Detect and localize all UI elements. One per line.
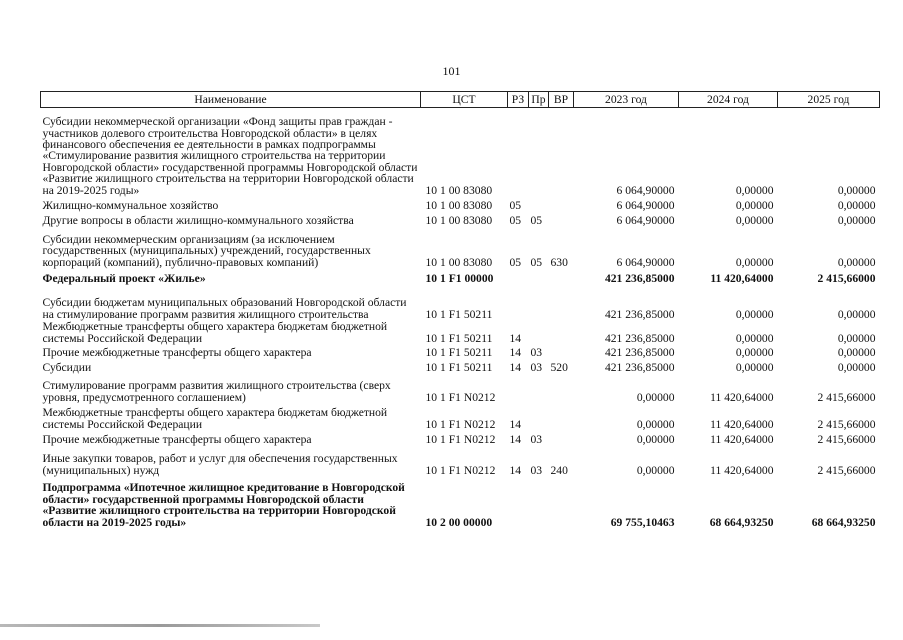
cell-pr xyxy=(529,320,549,344)
cell-rz: 14 xyxy=(509,345,522,359)
cell-pr xyxy=(529,373,549,403)
cell-2025: 2 415,66000 xyxy=(817,417,876,431)
cell-cst: 10 1 F1 00000 xyxy=(425,271,494,285)
cell-vr xyxy=(549,344,574,358)
cell-cst: 10 1 F1 N0212 xyxy=(425,432,496,446)
cell-name: Прочие межбюджетные трансферты общего характера xyxy=(42,345,312,359)
cell-2025: 0,00000 xyxy=(837,183,876,197)
cell-name: Прочие межбюджетные трансферты общего характера xyxy=(42,432,312,446)
cell-name: Субсидии некоммерческой организации «Фонд защиты прав граждан - участников долевого строительства Новгородской области» в целях финансового обеспечения ее деятельности в рамках подпрограммы «Стимулирование развития жилищного строительства на территории Новгородской области» государственной программы Новгородской области «Развитие жилищного строительства на территории Новгородской области на 2019-2025 годы» xyxy=(42,115,418,197)
cell-rz: 14 xyxy=(509,432,522,446)
cell-rz: 05 xyxy=(509,255,522,269)
cell-pr xyxy=(529,268,549,284)
cell-rz: 14 xyxy=(509,417,522,431)
cell-2023: 421 236,85000 xyxy=(604,331,675,345)
header-rz: РЗ xyxy=(508,92,529,108)
table-header xyxy=(41,92,880,108)
cell-rz xyxy=(508,373,529,403)
cell-pr xyxy=(529,196,549,211)
cell-name: Межбюджетные трансферты общего характера бюджетам бюджетной системы Российской Федерации xyxy=(42,320,388,345)
cell-2025: 0,00000 xyxy=(837,331,876,345)
header-pr: Пр xyxy=(529,92,549,108)
cell-cst: 10 1 F1 50211 xyxy=(425,331,493,345)
cell-2024: 11 420,64000 xyxy=(710,463,774,477)
cell-name: Субсидии xyxy=(42,360,92,374)
cell-2024: 68 664,93250 xyxy=(709,515,774,529)
cell-2024: 0,00000 xyxy=(735,213,774,227)
cell-cst: 10 1 F1 50211 xyxy=(425,345,493,359)
cell-vr xyxy=(549,476,574,528)
cell-pr: 03 xyxy=(530,463,543,477)
cell-vr xyxy=(549,320,574,344)
cell-2025: 2 415,66000 xyxy=(817,271,876,285)
cell-pr xyxy=(529,284,549,320)
table-row xyxy=(41,108,880,197)
cell-2023: 69 755,10463 xyxy=(610,515,675,529)
cell-2023: 421 236,85000 xyxy=(604,307,675,321)
cell-2025: 0,00000 xyxy=(837,255,876,269)
cell-pr: 03 xyxy=(530,360,543,374)
cell-name: Стимулирование программ развития жилищного строительства (сверх уровня, предусмотренного соглашением) xyxy=(42,379,391,404)
cell-cst: 10 2 00 00000 xyxy=(425,515,493,529)
cell-vr xyxy=(549,430,574,445)
table-row xyxy=(41,211,880,226)
cell-rz xyxy=(508,476,529,528)
cell-2025: 2 415,66000 xyxy=(817,390,876,404)
cell-2025: 0,00000 xyxy=(837,198,876,212)
cell-cst: 10 1 F1 N0212 xyxy=(425,417,496,431)
cell-2023: 0,00000 xyxy=(636,432,675,446)
header-2024: 2024 год xyxy=(679,92,778,108)
page-number: 101 xyxy=(442,64,461,78)
cell-rz: 14 xyxy=(509,360,522,374)
cell-name: Межбюджетные трансферты общего характера бюджетам бюджетной системы Российской Федерации xyxy=(42,406,388,431)
cell-vr xyxy=(549,196,574,211)
cell-name: Федеральный проект «Жилье» xyxy=(42,271,206,285)
cell-2024: 11 420,64000 xyxy=(710,417,774,431)
cell-2024: 0,00000 xyxy=(735,331,774,345)
cell-2025: 2 415,66000 xyxy=(817,432,876,446)
cell-pr xyxy=(529,108,549,197)
table-row xyxy=(41,373,880,403)
cell-2023: 421 236,85000 xyxy=(604,345,675,359)
cell-name: Субсидии некоммерческим организациям (за исключением государственных (муниципальных) учреждений, государственных корпораций (компаний), публично-правовых компаний) xyxy=(42,232,371,269)
cell-vr xyxy=(549,373,574,403)
cell-rz: 05 xyxy=(509,198,522,212)
cell-vr: 520 xyxy=(550,360,568,374)
cell-rz: 14 xyxy=(509,463,522,477)
cell-pr: 03 xyxy=(530,345,543,359)
cell-name: Другие вопросы в области жилищно-коммунального хозяйства xyxy=(42,213,354,227)
cell-2025: 0,00000 xyxy=(837,360,876,374)
cell-vr xyxy=(549,284,574,320)
cell-2024: 11 420,64000 xyxy=(710,390,774,404)
table-row-bold xyxy=(41,268,880,284)
cell-2023: 0,00000 xyxy=(636,390,675,404)
table-row xyxy=(41,320,880,344)
cell-2023: 421 236,85000 xyxy=(604,360,675,374)
cell-pr xyxy=(529,403,549,430)
table-row xyxy=(41,403,880,430)
table-row xyxy=(41,226,880,268)
cell-cst: 10 1 F1 50211 xyxy=(425,360,493,374)
cell-cst: 10 1 00 83080 xyxy=(425,198,493,212)
cell-rz: 14 xyxy=(509,331,522,345)
cell-cst: 10 1 F1 N0212 xyxy=(425,390,496,404)
cell-vr xyxy=(549,268,574,284)
cell-cst: 10 1 00 83080 xyxy=(425,255,493,269)
header-name: Наименование xyxy=(41,92,421,108)
header-vr: ВР xyxy=(549,92,574,108)
cell-pr: 05 xyxy=(530,213,543,227)
header-2023: 2023 год xyxy=(574,92,679,108)
table-row xyxy=(41,344,880,358)
cell-rz xyxy=(508,268,529,284)
cell-name: Иные закупки товаров, работ и услуг для обеспечения государственных (муниципальных) нужд xyxy=(42,452,398,477)
cell-2025: 0,00000 xyxy=(837,307,876,321)
cell-2025: 0,00000 xyxy=(837,213,876,227)
cell-name: Субсидии бюджетам муниципальных образований Новгородской области на стимулирование программ развития жилищного строительства xyxy=(42,296,407,321)
cell-2025: 2 415,66000 xyxy=(817,463,876,477)
table-row xyxy=(41,430,880,445)
cell-2024: 0,00000 xyxy=(735,198,774,212)
scan-edge-line xyxy=(0,624,320,627)
cell-2023: 421 236,85000 xyxy=(604,271,675,285)
cell-pr: 05 xyxy=(530,255,543,269)
table-row xyxy=(41,445,880,476)
cell-2023: 6 064,90000 xyxy=(616,213,675,227)
cell-2024: 0,00000 xyxy=(735,307,774,321)
cell-vr: 630 xyxy=(550,255,568,269)
cell-cst: 10 1 00 83080 xyxy=(425,183,493,197)
cell-rz: 05 xyxy=(509,213,522,227)
cell-2025: 0,00000 xyxy=(837,345,876,359)
cell-vr: 240 xyxy=(550,463,568,477)
table-row xyxy=(41,358,880,373)
cell-cst: 10 1 00 83080 xyxy=(425,213,493,227)
header-2025: 2025 год xyxy=(778,92,880,108)
cell-name: Жилищно-коммунальное хозяйство xyxy=(42,198,219,212)
cell-pr xyxy=(529,476,549,528)
cell-2025: 68 664,93250 xyxy=(811,515,876,529)
cell-2024: 0,00000 xyxy=(735,345,774,359)
cell-2023: 0,00000 xyxy=(636,417,675,431)
cell-2023: 6 064,90000 xyxy=(616,198,675,212)
cell-vr xyxy=(549,211,574,226)
cell-pr: 03 xyxy=(530,432,543,446)
cell-2024: 0,00000 xyxy=(735,255,774,269)
cell-2024: 0,00000 xyxy=(735,360,774,374)
cell-vr xyxy=(549,108,574,197)
cell-2023: 0,00000 xyxy=(636,463,675,477)
table-row xyxy=(41,284,880,320)
cell-rz xyxy=(508,108,529,197)
budget-table xyxy=(40,91,880,528)
cell-2023: 6 064,90000 xyxy=(616,255,675,269)
cell-cst: 10 1 F1 N0212 xyxy=(425,463,496,477)
header-cst: ЦСТ xyxy=(421,92,508,108)
table-row xyxy=(41,196,880,211)
cell-2024: 0,00000 xyxy=(735,183,774,197)
cell-rz xyxy=(508,284,529,320)
cell-cst: 10 1 F1 50211 xyxy=(425,307,493,321)
cell-2024: 11 420,64000 xyxy=(710,271,774,285)
table-row-bold xyxy=(41,476,880,528)
cell-vr xyxy=(549,403,574,430)
cell-2024: 11 420,64000 xyxy=(710,432,774,446)
cell-name: Подпрограмма «Ипотечное жилищное кредитование в Новгородской области» государственной программы Новгородской области «Развитие жилищного строительства на территории Новгородской области на 2019-2025 годы» xyxy=(42,481,405,529)
cell-2023: 6 064,90000 xyxy=(616,183,675,197)
